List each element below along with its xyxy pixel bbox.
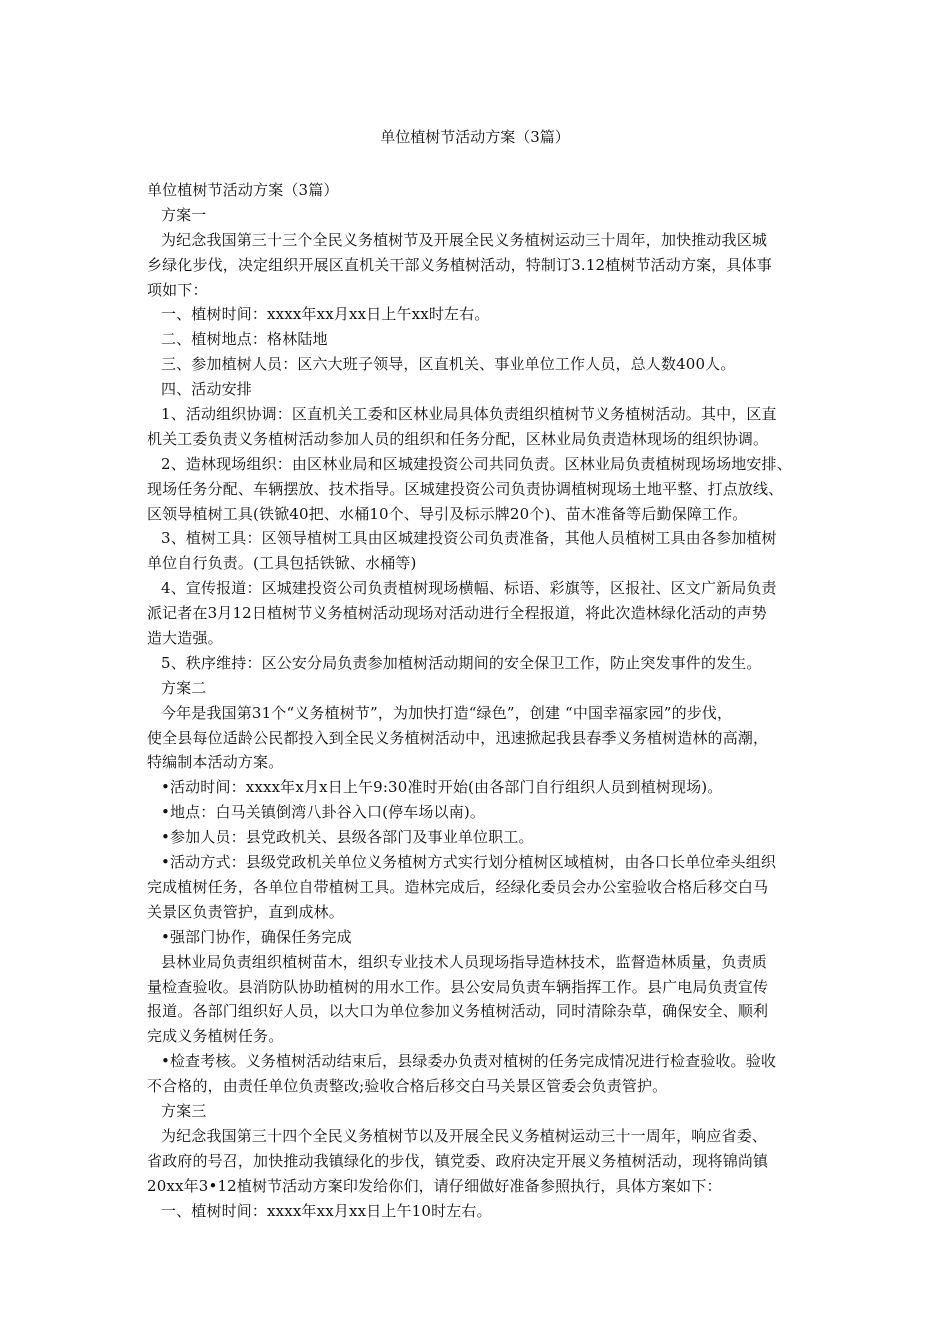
text-line: 项如下： bbox=[147, 280, 208, 299]
text-line: 20xx年3•12植树节活动方案印发给你们，请仔细做好准备参照执行，具体方案如下： bbox=[147, 1176, 722, 1195]
text-line: 3、植树工具：区领导植树工具由区城建投资公司负责准备，其他人员植树工具由各参加植树 bbox=[161, 529, 777, 548]
text-line: 为纪念我国第三十四个全民义务植树节以及开展全民义务植树运动三十一周年，响应省委、 bbox=[161, 1126, 768, 1145]
text-line: 5、秩序维持：区公安分局负责参加植树活动期间的安全保卫工作，防止突发事件的发生。 bbox=[161, 653, 762, 672]
text-line: 方案二 bbox=[161, 678, 207, 697]
text-line: •强部门协作，确保任务完成 bbox=[161, 927, 352, 946]
text-line: •检查考核。义务植树活动结束后，县绿委办负责对植树的任务完成情况进行检查验收。验收 bbox=[161, 1052, 777, 1071]
text-line: 1、活动组织协调：区直机关工委和区林业局具体负责组织植树节义务植树活动。其中，区直 bbox=[161, 405, 777, 424]
text-line: 派记者在3月12日植树节义务植树活动现场对活动进行全程报道，将此次造林绿化活动的声势 bbox=[147, 604, 767, 623]
text-line: 省政府的号召，加快推动我镇绿化的步伐，镇党委、政府决定开展义务植树活动，现将锦尚镇 bbox=[147, 1151, 769, 1170]
text-line: 今年是我国第31个“义务植树节”，为加快打造“绿色”，创建 “中国幸福家园”的步伐， bbox=[161, 703, 733, 722]
text-line: 关景区负责管护，直到成林。 bbox=[147, 902, 344, 921]
text-line: 完成义务植树任务。 bbox=[147, 1027, 284, 1046]
text-line: 现场任务分配、车辆摆放、技术指导。区城建投资公司负责协调植树现场土地平整、打点放线、 bbox=[147, 479, 784, 498]
text-line: 一、植树时间：xxxx年xx月xx日上午xx时左右。 bbox=[161, 305, 490, 324]
text-line: 特编制本活动方案。 bbox=[147, 753, 284, 772]
text-line: 量检查验收。县消防队协助植树的用水工作。县公安局负责车辆指挥工作。县广电局负责宣传 bbox=[147, 977, 769, 996]
text-line: 使全县每位适龄公民都投入到全民义务植树活动中，迅速掀起我县春季义务植树造林的高潮， bbox=[147, 728, 769, 747]
text-line: 报道。各部门组织好人员，以大口为单位参加义务植树活动，同时清除杂草，确保安全、顺利 bbox=[147, 1002, 769, 1021]
text-line: •活动时间：xxxx年x月x日上午9:30准时开始(由各部门自行组织人员到植树现场)。 bbox=[161, 778, 723, 797]
text-line: 区领导植树工具(铁锨40把、水桶10个、导引及标示牌20个)、苗木准备等后勤保障工作。 bbox=[147, 504, 748, 523]
text-line: 为纪念我国第三十三个全民义务植树节及开展全民义务植树运动三十周年，加快推动我区城 bbox=[161, 230, 768, 249]
text-line: 完成植树任务，各单位自带植树工具。造林完成后，经绿化委员会办公室验收合格后移交白马 bbox=[147, 877, 769, 896]
text-line: 单位植树节活动方案（3篇） bbox=[147, 181, 339, 199]
text-line: 不合格的，由责任单位负责整改;验收合格后移交白马关景区管委会负责管护。 bbox=[147, 1077, 668, 1096]
text-line: •活动方式：县级党政机关单位义务植树方式实行划分植树区域植树，由各口长单位牵头组织 bbox=[161, 853, 777, 872]
text-line: 乡绿化步伐，决定组织开展区直机关干部义务植树活动，特制订3.12植树节活动方案，具体事 bbox=[147, 255, 772, 274]
text-line: 方案一 bbox=[161, 205, 207, 224]
text-line: •地点：白马关镇倒湾八卦谷入口(停车场以南)。 bbox=[161, 803, 486, 822]
text-line: 机关工委负责义务植树活动参加人员的组织和任务分配，区林业局负责造林现场的组织协调。 bbox=[147, 429, 769, 448]
text-line: 单位自行负责。(工具包括铁锨、水桶等) bbox=[147, 554, 417, 573]
text-line: 2、造林现场组织：由区林业局和区城建投资公司共同负责。区林业局负责植树现场场地安排、 bbox=[161, 454, 792, 473]
text-line: •参加人员：县党政机关、县级各部门及事业单位职工。 bbox=[161, 828, 534, 847]
text-line: 三、参加植树人员：区六大班子领导，区直机关、事业单位工作人员，总人数400人。 bbox=[161, 355, 736, 374]
page-title: 单位植树节活动方案（3篇） bbox=[380, 128, 570, 146]
text-line: 二、植树地点：格林陆地 bbox=[161, 330, 328, 349]
text-line: 县林业局负责组织植树苗木，组织专业技术人员现场指导造林技术，监督造林质量，负责质 bbox=[161, 952, 768, 971]
text-line: 方案三 bbox=[161, 1101, 207, 1120]
text-line: 4、宣传报道：区城建投资公司负责植树现场横幅、标语、彩旗等，区报社、区文广新局负责 bbox=[161, 579, 777, 598]
text-line: 造大造强。 bbox=[147, 629, 223, 648]
text-line: 四、活动安排 bbox=[161, 380, 252, 399]
document-body bbox=[147, 178, 813, 1223]
text-line: 一、植树时间：xxxx年xx月xx日上午10时左右。 bbox=[161, 1201, 492, 1220]
